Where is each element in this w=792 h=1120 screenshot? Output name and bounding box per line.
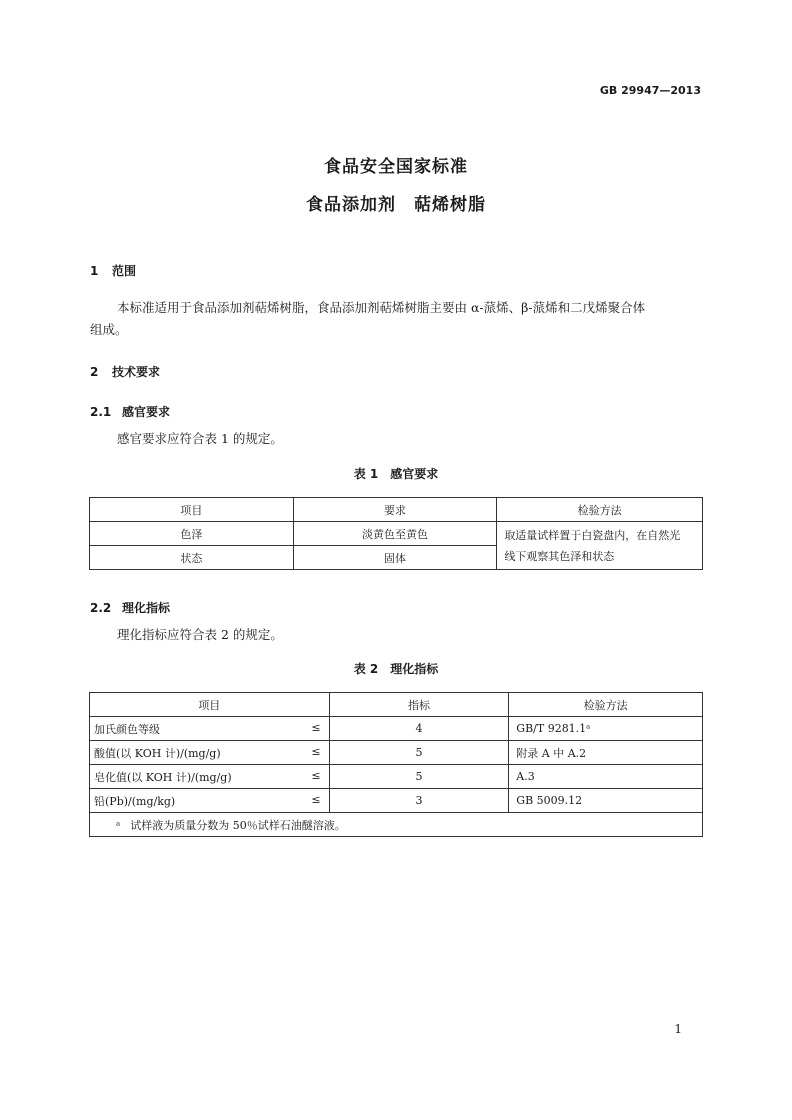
- method-cell: GB 5009.12: [509, 789, 703, 813]
- header-cell: 检验方法: [509, 693, 703, 717]
- section-title: 技术要求: [112, 365, 161, 379]
- scope-paragraph-line2: 组成。: [90, 322, 128, 337]
- less-equal-symbol: ≤: [311, 793, 321, 806]
- table-1-caption: 表 1 感官要求: [353, 467, 439, 481]
- item-cell: [90, 765, 330, 789]
- section-number: 2.2: [90, 601, 112, 615]
- method-cell: A.3: [509, 765, 703, 789]
- table-header-row: [90, 693, 703, 717]
- item-label: 酸值(以 KOH 计)/(mg/g): [94, 746, 221, 760]
- table-row: [90, 789, 703, 813]
- item-label: 铅(Pb)/(mg/kg): [94, 794, 176, 808]
- method-cell: [497, 522, 703, 570]
- footnote-mark: ᵃ: [116, 818, 121, 832]
- physicochemical-paragraph: 理化指标应符合表 2 的规定。: [117, 627, 283, 642]
- less-equal-symbol: ≤: [311, 769, 321, 782]
- value-cell: 3: [329, 789, 509, 813]
- footnote-cell: [90, 813, 703, 837]
- standard-title: 食品安全国家标准: [324, 157, 468, 177]
- item-cell: 状态: [90, 546, 294, 570]
- section-title: 感官要求: [122, 405, 171, 419]
- item-cell: 色泽: [90, 522, 294, 546]
- method-line: 线下观察其色泽和状态: [504, 549, 615, 563]
- product-title: 食品添加剂 萜烯树脂: [306, 195, 486, 215]
- section-title: 理化指标: [122, 601, 171, 615]
- header-cell: 检验方法: [497, 498, 703, 522]
- header-cell: 项目: [90, 498, 294, 522]
- table-row: [90, 765, 703, 789]
- table-header-row: [90, 498, 703, 522]
- table-row: [90, 741, 703, 765]
- value-cell: 4: [329, 717, 509, 741]
- table-row: [90, 522, 703, 546]
- item-cell: [90, 741, 330, 765]
- header-cell: 指标: [329, 693, 509, 717]
- section-2-heading: [90, 363, 160, 380]
- section-number: 2.1: [90, 405, 112, 419]
- less-equal-symbol: ≤: [311, 745, 321, 758]
- header-cell: 项目: [90, 693, 330, 717]
- scope-paragraph-line1: 本标准适用于食品添加剂萜烯树脂，食品添加剂萜烯树脂主要由 α-蒎烯、β-蒎烯和二戊烯聚合体: [117, 300, 646, 315]
- table-row: [90, 717, 703, 741]
- section-1-heading: [90, 262, 136, 279]
- requirement-cell: 固体: [293, 546, 497, 570]
- page-number: 1: [674, 1022, 682, 1036]
- item-label: 皂化值(以 KOH 计)/(mg/g): [94, 770, 232, 784]
- item-label: 加氏颜色等级: [94, 722, 160, 736]
- standard-code: GB 29947—2013: [599, 84, 701, 97]
- sensory-paragraph: 感官要求应符合表 1 的规定。: [117, 431, 283, 446]
- section-number: 1: [90, 264, 99, 278]
- section-title: 范围: [112, 264, 137, 278]
- item-cell: [90, 789, 330, 813]
- value-cell: 5: [329, 765, 509, 789]
- method-cell: GB/T 9281.1ᵃ: [509, 717, 703, 741]
- footnote-text: 试样液为质量分数为 50％试样石油醚溶液。: [130, 818, 346, 832]
- section-2-2-heading: [90, 599, 170, 616]
- table-2-caption: 表 2 理化指标: [353, 662, 439, 676]
- method-cell: 附录 A 中 A.2: [509, 741, 703, 765]
- sensory-table: [89, 497, 703, 570]
- header-cell: 要求: [293, 498, 497, 522]
- less-equal-symbol: ≤: [311, 721, 321, 734]
- item-cell: [90, 717, 330, 741]
- section-2-1-heading: [90, 403, 170, 420]
- requirement-cell: 淡黄色至黄色: [293, 522, 497, 546]
- physicochemical-table: [89, 692, 703, 837]
- value-cell: 5: [329, 741, 509, 765]
- method-line: 取适量试样置于白瓷盘内，在自然光: [504, 528, 681, 542]
- section-number: 2: [90, 365, 99, 379]
- table-footnote-row: [90, 813, 703, 837]
